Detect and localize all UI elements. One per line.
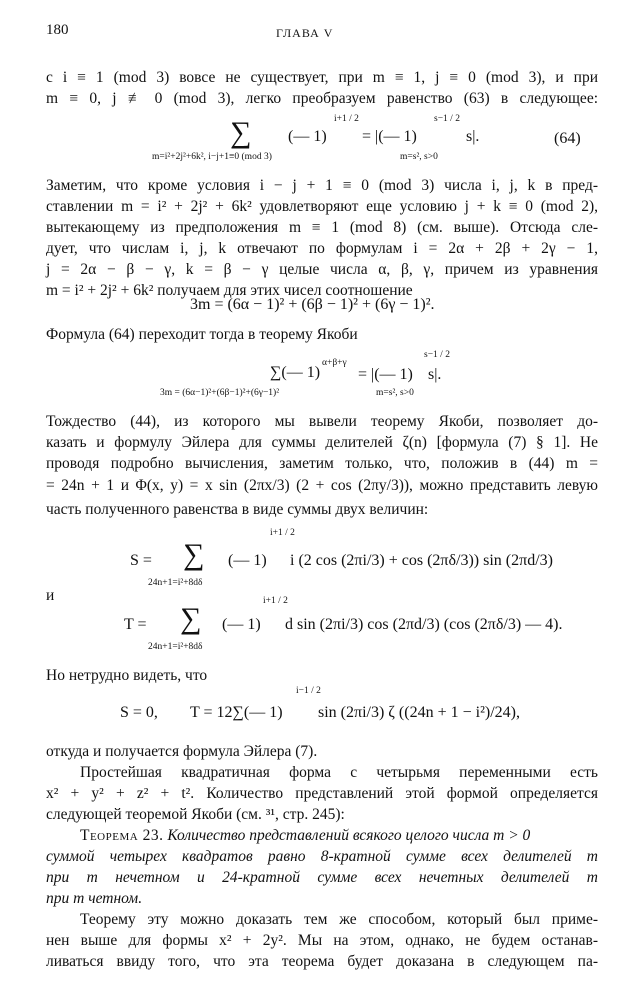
text-line: и bbox=[46, 587, 55, 604]
equation-3m: 3m = (6α − 1)² + (6β − 1)² + (6γ − 1)². bbox=[190, 296, 435, 313]
T-term: (— 1) bbox=[222, 616, 261, 633]
S-summation-condition: 24n+1=i²+8dδ bbox=[148, 578, 203, 588]
text-line: j = 2α − β − γ, k = β − γ целые числа α, β, γ, причем из уравнения bbox=[46, 261, 598, 278]
text-line: Но нетрудно видеть, что bbox=[46, 667, 208, 684]
T-summation-condition: 24n+1=i²+8dδ bbox=[148, 642, 203, 652]
chapter-heading: ГЛАВА V bbox=[276, 26, 334, 40]
text-line: проводя подробно вычисления, заметим только, что, положив в (44) m = bbox=[46, 455, 598, 472]
text-line: следующей теоремой Якоби (см. ³¹, стр. 245): bbox=[46, 806, 345, 823]
text-line: m ≡ 0, j ≢ 0 (mod 3), легко преобразуем равенство (63) в следующее: bbox=[46, 90, 598, 107]
text-line: Формула (64) переходит тогда в теорему Якоби bbox=[46, 326, 358, 343]
ST-exponent: i−1 / 2 bbox=[296, 686, 321, 696]
text-line: x² + y² + z² + t². Количество представлений этой формой определяется bbox=[46, 785, 598, 802]
text-line: с i ≡ 1 (mod 3) вовсе не существует, при m ≡ 1, j ≡ 0 (mod 3), и при bbox=[46, 69, 598, 86]
eq64-rhs-condition: m=s², s>0 bbox=[400, 152, 438, 162]
eq64-exponent: i+1 / 2 bbox=[334, 114, 359, 124]
text-line: откуда и получается формула Эйлера (7). bbox=[46, 743, 318, 760]
theorem-line: Количество представлений всякого целого числа m > 0 bbox=[167, 827, 531, 844]
text-line: часть полученного равенства в виде суммы двух величин: bbox=[46, 501, 429, 518]
text-line: Простейшая квадратичная форма с четырьмя переменными есть bbox=[80, 764, 598, 781]
sum-sign: ∑ bbox=[183, 538, 205, 571]
theorem-line: суммой четырех квадратов равно 8-кратной сумме всех делителей m bbox=[46, 848, 598, 865]
text-line: нен выше для формы x² + 2y². Мы на этом, однако, не будем останав- bbox=[46, 932, 598, 949]
jacobi-term: ∑(— 1) bbox=[270, 364, 321, 381]
S-term: (— 1) bbox=[228, 552, 267, 569]
S-body: i (2 cos (2πi/3) + cos (2πδ/3)) sin (2πd/3) bbox=[290, 552, 553, 569]
eq64-rhs-exponent: s−1 / 2 bbox=[434, 114, 460, 124]
ST-body: sin (2πi/3) ζ ((24n + 1 − i²)/24), bbox=[318, 704, 520, 721]
text-line: Теорему эту можно доказать тем же способом, который был приме- bbox=[80, 911, 598, 928]
T-lhs: T = bbox=[124, 616, 147, 633]
text-line: Тождество (44), из которого мы вывели теорему Якоби, позволяет до- bbox=[46, 413, 598, 430]
T-exponent: i+1 / 2 bbox=[263, 596, 288, 606]
text-line: вытекающему из предположения m ≡ 1 (mod 8) (см. выше). Отсюда сле- bbox=[46, 219, 598, 236]
ST-s-part: S = 0, bbox=[120, 704, 158, 721]
theorem-line: при m нечетном и 24-кратной сумме всех нечетных делителей m bbox=[46, 869, 598, 886]
text-line: Заметим, что кроме условия i − j + 1 ≡ 0 (mod 3) числа i, j, k в пред- bbox=[46, 177, 598, 194]
text-line: казать и формулу Эйлера для суммы делителей ζ(n) [формула (7) § 1]. Не bbox=[46, 434, 598, 451]
sum-sign: ∑ bbox=[230, 116, 252, 149]
eq64-summation-condition: m=i²+2j²+6k², i−j+1≡0 (mod 3) bbox=[152, 152, 272, 162]
text-line: ставлении m = i² + 2j² + 6k² удовлетворяют еще условию j + k ≡ 0 (mod 2), bbox=[46, 198, 598, 215]
sum-sign: ∑ bbox=[180, 602, 202, 635]
jacobi-rhs: = |(— 1) bbox=[358, 366, 413, 383]
jacobi-exponent: α+β+γ bbox=[322, 358, 347, 368]
text-line: ливаться ввиду того, что эта теорема будет доказана в следующем па- bbox=[46, 953, 598, 970]
S-lhs: S = bbox=[130, 552, 152, 569]
equation-number: (64) bbox=[554, 130, 581, 147]
text-line: дует, что числам i, j, k отвечают по формулам i = 2α + 2β + 2γ − 1, bbox=[46, 240, 598, 257]
jacobi-rhs-tail: s|. bbox=[428, 366, 442, 383]
eq64-rhs: = |(— 1) bbox=[362, 128, 417, 145]
jacobi-rhs-exponent: s−1 / 2 bbox=[424, 350, 450, 360]
jacobi-summation-condition: 3m = (6α−1)²+(6β−1)²+(6γ−1)² bbox=[160, 388, 280, 398]
eq64-rhs-tail: s|. bbox=[466, 128, 480, 145]
page-number: 180 bbox=[46, 22, 69, 38]
T-body: d sin (2πi/3) cos (2πd/3) (cos (2πδ/3) — 4). bbox=[285, 616, 563, 633]
text-line: = 24n + 1 и Φ(x, y) = x sin (2πx/3) (2 + cos (2πy/3)), можно представить левую bbox=[46, 477, 598, 494]
eq64-term: (— 1) bbox=[288, 128, 327, 145]
theorem-label: Теорема 23. bbox=[80, 827, 164, 844]
jacobi-rhs-condition: m=s², s>0 bbox=[376, 388, 414, 398]
S-exponent: i+1 / 2 bbox=[270, 528, 295, 538]
theorem-line: при m четном. bbox=[46, 890, 143, 907]
text-line: m = i² + 2j² + 6k² получаем для этих чисел соотношение bbox=[46, 282, 413, 299]
ST-t-part: T = 12∑(— 1) bbox=[190, 704, 283, 721]
